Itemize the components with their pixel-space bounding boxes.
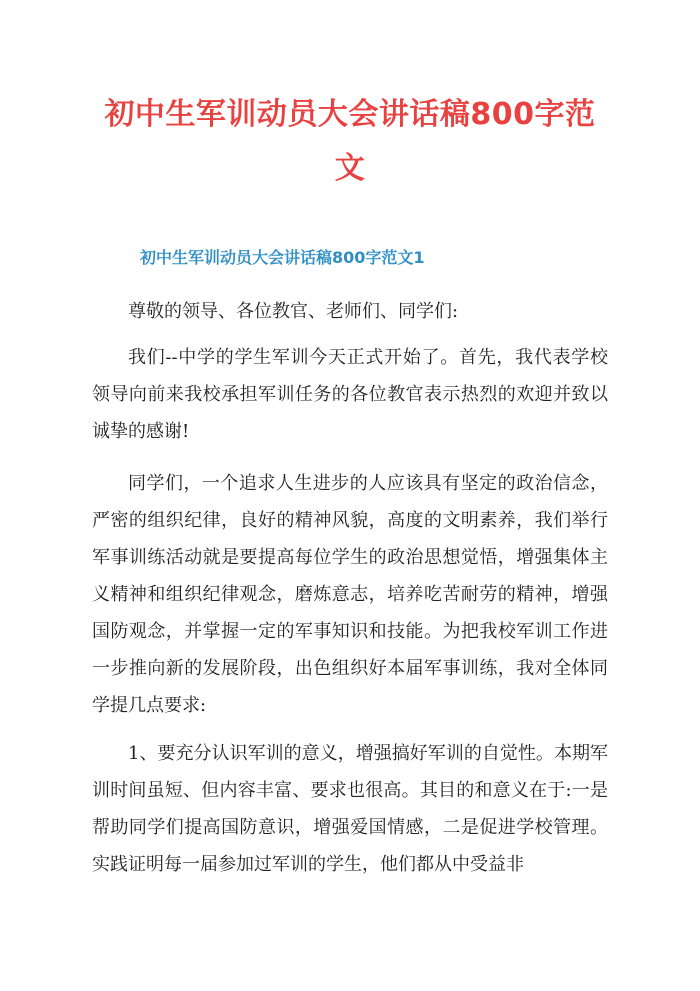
requirements-intro-paragraph: 同学们，一个追求人生进步的人应该具有坚定的政治信念，严密的组织纪律，良好的精神风貌，高度的文明素养，我们举行军事训练活动就是要提高每位学生的政治思想觉悟，增强集体主义精神和组织纪律观念，磨炼意志，培养吃苦耐劳的精神，增强国防观念，并掌握一定的军事知识和技能。为把我校军训工作进一步推向新的发展阶段，出色组织好本届军事训练，我对全体同学提几点要求: — [92, 473, 608, 716]
requirement-one-paragraph: 1、要充分认识军训的意义，增强搞好军训的自觉性。本期军训时间虽短、但内容丰富、要求也很高。其目的和意义在于:一是帮助同学们提高国防意识，增强爱国情感，二是促进学校管理。实践证明每一届参加过军训的学生，他们都从中受益非 — [92, 743, 608, 875]
document-title: 初中生军训动员大会讲话稿800字范文 — [104, 97, 596, 186]
salutation-paragraph: 尊敬的领导、各位教官、老师们、同学们: — [128, 301, 459, 322]
section-heading: 初中生军训动员大会讲话稿800字范文1 — [140, 248, 425, 267]
opening-paragraph: 我们--中学的学生军训今天正式开始了。首先，我代表学校领导向前来我校承担军训任务的各位教官表示热烈的欢迎并致以诚挚的感谢! — [92, 347, 608, 442]
